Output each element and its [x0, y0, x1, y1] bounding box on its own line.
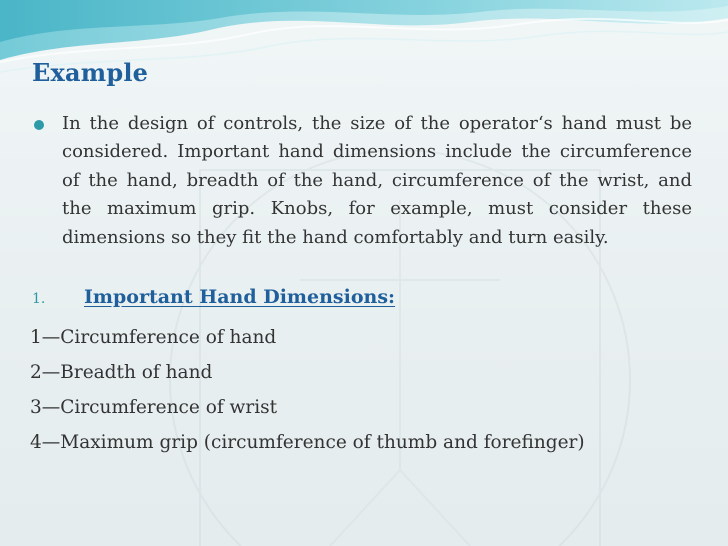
hand-dimensions-list [30, 320, 585, 460]
bullet-item [32, 110, 692, 252]
bullet-text: In the design of controls, the size of the operator‘s hand must be considered. Important hand dimensions include the circumference of the hand, breadth of the hand, circumference of the wrist, and the maximum grip. Knobs, for example, must consider these dimensions so they fit the hand comfortably and turn easily. [62, 113, 692, 248]
dimension-item: 3—Circumference of wrist [30, 397, 278, 418]
dimension-item: 4—Maximum grip (circumference of thumb and forefinger) [30, 432, 585, 453]
dimension-item: 2—Breadth of hand [30, 362, 213, 383]
bullet-list [32, 110, 692, 252]
slide-title: Example [32, 58, 149, 87]
bullet-dot-icon [34, 120, 44, 130]
list-number-marker: 1. [32, 291, 46, 307]
numbered-heading-row [32, 286, 395, 308]
section-heading: Important Hand Dimensions: [84, 286, 396, 308]
dimension-item: 1—Circumference of hand [30, 327, 277, 348]
